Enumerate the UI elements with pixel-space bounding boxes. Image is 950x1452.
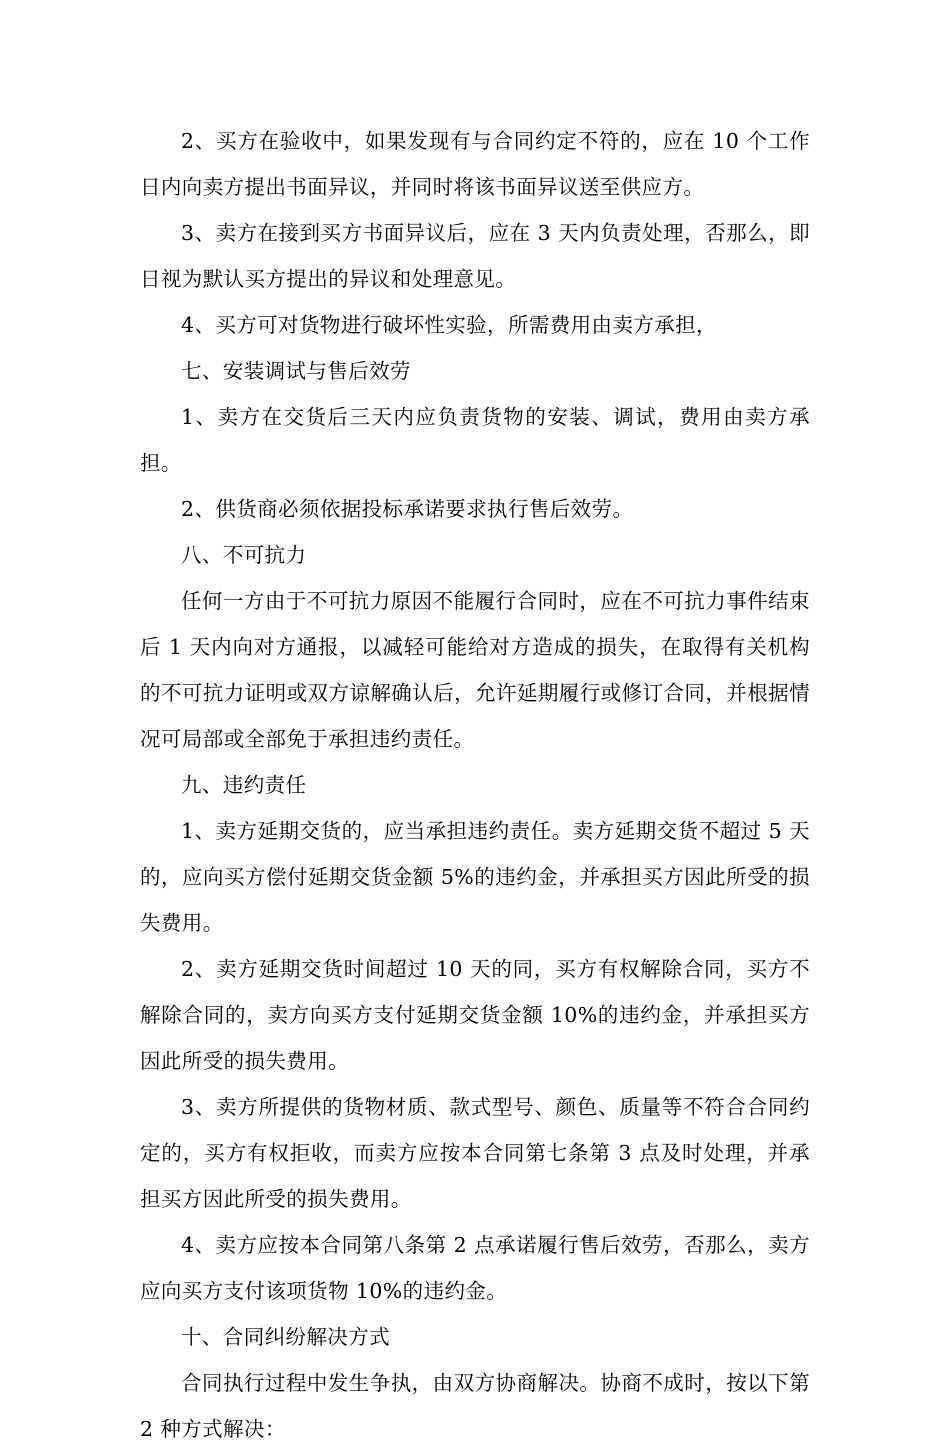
- section-heading: 八、不可抗力: [181, 543, 307, 567]
- paragraph: 2、卖方延期交货时间超过 10 天的同，买方有权解除合同，买方不解除合同的，卖方向买方支付延期交货金额 10%的违约金，并承担买方因此所受的损失费用。: [140, 957, 810, 1073]
- paragraph: 2、买方在验收中，如果发现有与合同约定不符的，应在 10 个工作日内向卖方提出书面异议，并同时将该书面异议送至供应方。: [140, 129, 810, 199]
- paragraph: 合同执行过程中发生争执，由双方协商解决。协商不成时，按以下第 2 种方式解决：: [140, 1371, 810, 1441]
- paragraph: 3、卖方所提供的货物材质、款式型号、颜色、质量等不符合合同约定的，买方有权拒收，而卖方应按本合同第七条第 3 点及时处理，并承担买方因此所受的损失费用。: [140, 1095, 810, 1211]
- section-heading: 七、安装调试与售后效劳: [181, 359, 411, 383]
- paragraph: 4、买方可对货物进行破坏性实验，所需费用由卖方承担，: [181, 313, 717, 337]
- section-heading: 九、违约责任: [181, 773, 307, 797]
- paragraph: 3、卖方在接到买方书面异议后，应在 3 天内负责处理，否那么，即日视为默认买方提出的异议和处理意见。: [140, 221, 810, 291]
- paragraph: 1、卖方在交货后三天内应负责货物的安装、调试，费用由卖方承担。: [140, 405, 810, 475]
- paragraph: 2、供货商必须依据投标承诺要求执行售后效劳。: [181, 497, 634, 521]
- document-body: [140, 118, 810, 1452]
- paragraph: 1、卖方延期交货的，应当承担违约责任。卖方延期交货不超过 5 天的，应向买方偿付延期交货金额 5%的违约金，并承担买方因此所受的损失费用。: [140, 819, 810, 935]
- paragraph: 4、卖方应按本合同第八条第 2 点承诺履行售后效劳，否那么，卖方应向买方支付该项货物 10%的违约金。: [140, 1233, 810, 1303]
- section-heading: 十、合同纠纷解决方式: [181, 1325, 390, 1349]
- paragraph: 任何一方由于不可抗力原因不能履行合同时，应在不可抗力事件结束后 1 天内向对方通报，以减轻可能给对方造成的损失，在取得有关机构的不可抗力证明或双方谅解确认后，允许延期履行或修订合同，并根据情况可局部或全部免于承担违约责任。: [140, 589, 810, 751]
